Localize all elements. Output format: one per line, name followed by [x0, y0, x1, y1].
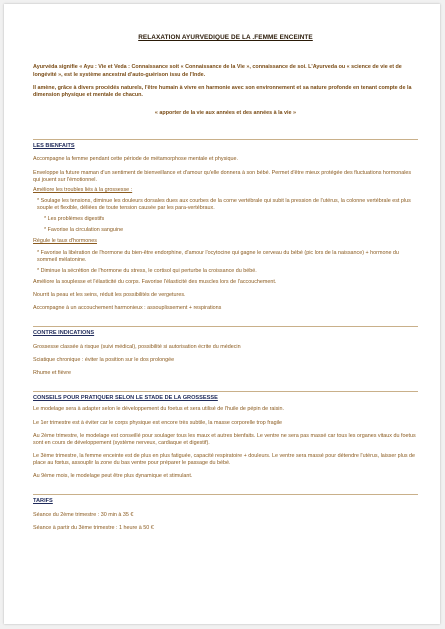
intro-paragraph: Ayurvéda signifie « Ayu : Vie et Veda : Connaissance soit « Connaissance de la Vie », connaissance de soi. L'Ayurveda ou « science de vie et de longévité », est le système ancestral d'auto-guérison issu de l'Inde. [33, 64, 402, 78]
intro-paragraph: Il amène, grâce à divers procédés naturels, l'être humain à vivre en harmonie avec son environnement et sa nature profonde en tenant compte de la dimension physique et mentale de chacun. [33, 84, 412, 98]
paragraph: Enveloppe la future maman d'un sentiment de bienveillance et d'amour qu'elle donnera à son bébé. Permet d'être mieux protégée des fluctuations hormonales qui jouent sur l'émotionnel. [33, 169, 412, 183]
price-item: Séance à partir du 3ème trimestre : 1 heure à 50 € [33, 524, 154, 531]
paragraph: Améliore la souplesse et l'élasticité du corps. Favorise l'élasticité des muscles lors de l'accouchement. [33, 278, 277, 285]
document-content [33, 34, 418, 532]
bullet-item: * Soulage les tensions, diminue les douleurs dorsales dues aux courbes de la corne vertébrale qui subit la pression de l'utérus, la colonne vertébrale est plus souple et flexible, déliées de toute tension causée par les para-vertébraux. [37, 197, 411, 212]
page-title: RELAXATION AYURVEDIQUE DE LA .FEMME ENCEINTE [138, 34, 313, 41]
subheading-troubles: Améliore les troubles liés à la grossesse : [33, 186, 133, 193]
bullet-item: * Favorise la circulation sanguine [44, 227, 124, 234]
section-divider [33, 391, 418, 392]
section-heading-conseils: CONSEILS POUR PRATIQUER SELON LE STADE DE LA GROSSESSE [33, 395, 218, 402]
section-heading-contre-indications: CONTRE INDICATIONS [33, 330, 95, 337]
paragraph: Au 9ème mois, le modelage peut être plus dynamique et stimulant. [33, 473, 193, 480]
document-page [4, 4, 440, 624]
paragraph: Au 2ème trimestre, le modelage est conseillé pour soulager tous les maux et autres bienfaits. Le ventre ne sera pas massé car tous les organes vitaux du foetus sont en cours de développement (système nerveux, cardiaque et digestif). [33, 432, 416, 446]
bullet-item: * Diminue la sécrétion de l'hormone du stress, le cortisol qui perturbe la croissance du bébé. [37, 267, 257, 274]
paragraph: Rhume et fièvre [33, 369, 72, 376]
section-divider [33, 139, 418, 140]
section-divider [33, 326, 418, 327]
paragraph: Le 1er trimestre est à éviter car le corps physique est encore très subtile, la masse corporelle trop fragile [33, 419, 282, 426]
section-heading-tarifs: TARIFS [33, 498, 53, 505]
bullet-item: * Favorise la libération de l'hormone du bien-être endorphine, d'amour l'ocytocine qui gagne le cerveau du bébé (pic lors de la naissance) + hormone du sommeil mélatonine. [37, 249, 399, 263]
paragraph: Le modelage sera à adapter selon le développement du foetus et sera utilisé de l'huile de pépin de raisin. [33, 406, 284, 413]
paragraph: Grossesse classée à risque (suivi médical), possibilité si autorisation écrite du médecin [33, 343, 241, 350]
paragraph: Nourrit la peau et les seins, réduit les possibilités de vergetures. [33, 292, 186, 299]
paragraph: Accompagne à un accouchement harmonieux : assouplissement + respirations [33, 305, 222, 312]
price-item: Séance du 2ème trimestre : 30 min à 35 € [33, 511, 134, 518]
bullet-item: * Les problèmes digestifs [44, 216, 105, 223]
section-heading-bienfaits: LES BIENFAITS [33, 143, 75, 150]
paragraph: Sciatique chronique : éviter la position sur le dos prolongée [33, 356, 175, 363]
paragraph: Accompagne la femme pendant cette période de métamorphose mentale et physique. [33, 156, 238, 163]
section-divider [33, 494, 418, 495]
paragraph: Le 3ème trimestre, la femme enceinte est de plus en plus fatiguée, capacité respiratoire + douleurs. Le ventre sera massé pour détendre l'utérus, laisser plus de place au fœtus, assouplir la zone du bas ventre pour préparer le passage du bébé. [33, 452, 416, 467]
subheading-hormones: Régule le taux d'hormones [33, 238, 97, 245]
intro-quote: « apporter de la vie aux années et des années à la vie » [154, 109, 297, 116]
